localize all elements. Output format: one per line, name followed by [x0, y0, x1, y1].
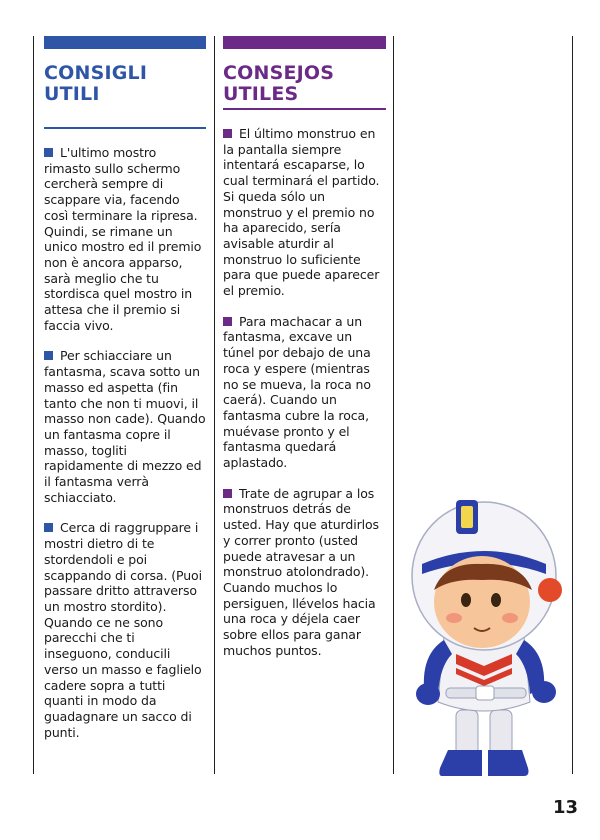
spanish-tip-3: Trate de agrupar a los monstruos detrás de usted. Hay que aturdirlos y correr pronto (usted puede atravesar a un monstruo atolondrado). Cuando muchos lo persiguen, llévelos hacia una roca y déjela caer sobre ellos para ganar muchos puntos.	[223, 485, 379, 658]
spanish-column	[223, 36, 386, 674]
italian-header-bar	[44, 36, 206, 49]
italian-tip-2: Per schiacciare un fantasma, scava sotto un masso ed aspetta (fin tanto che non ti muovi, il masso non cade). Quando un fantasma copre il masso, togliti rapidamente di mezzo ed il fantasma verrà schiacciato.	[44, 348, 206, 505]
astronaut-character-illustration	[404, 478, 574, 790]
spanish-tip-1: El último monstruo en la pantalla siempre intentará escaparse, lo cual terminará el partido. Si queda sólo un monstruo y el premio no ha aparecido, sería avisable aturdir al monstruo lo suficiente para que puede aparecer el premio.	[223, 126, 380, 299]
italian-column	[44, 36, 206, 755]
spanish-header-bar	[223, 36, 386, 49]
middle-rule	[214, 36, 215, 774]
square-bullet-icon	[44, 523, 53, 532]
square-bullet-icon	[223, 129, 232, 138]
left-rule	[33, 36, 34, 774]
italian-tip-1: L'ultimo mostro rimasto sullo schermo cercherà sempre di scappare via, facendo così terminare la ripresa. Quindi, se rimane un unico mostro ed il premio non è ancora apparso, sarà meglio che tu stordisca quel mostro in attesa che il premio si faccia vivo.	[44, 145, 202, 333]
spanish-tip-2: Para machacar a un fantasma, excave un túnel por debajo de una roca y espere (mientras no se mueva, la roca no caerá). Cuando un fantasma cubre la roca, muévase pronto y el fantasma quedará aplastado.	[223, 313, 371, 471]
italian-tip-3: Cerca di raggruppare i mostri dietro di te stordendoli e poi scappando di corsa. (Puoi passare dritto attraverso un mostro stordito). Quando ce ne sono parecchi che ti inseguono, conducili verso un masso e faglielo cadere sopra a tutti quanti in modo da guadagnare un sacco di punti.	[44, 520, 202, 740]
square-bullet-icon	[223, 489, 232, 498]
square-bullet-icon	[44, 148, 53, 157]
right-rule	[393, 36, 394, 774]
square-bullet-icon	[44, 351, 53, 360]
italian-heading: CONSIGLI UTILI	[44, 62, 148, 105]
page-number: 13	[552, 797, 578, 818]
spanish-heading: CONSEJOS UTILES	[223, 62, 335, 105]
square-bullet-icon	[223, 317, 232, 326]
